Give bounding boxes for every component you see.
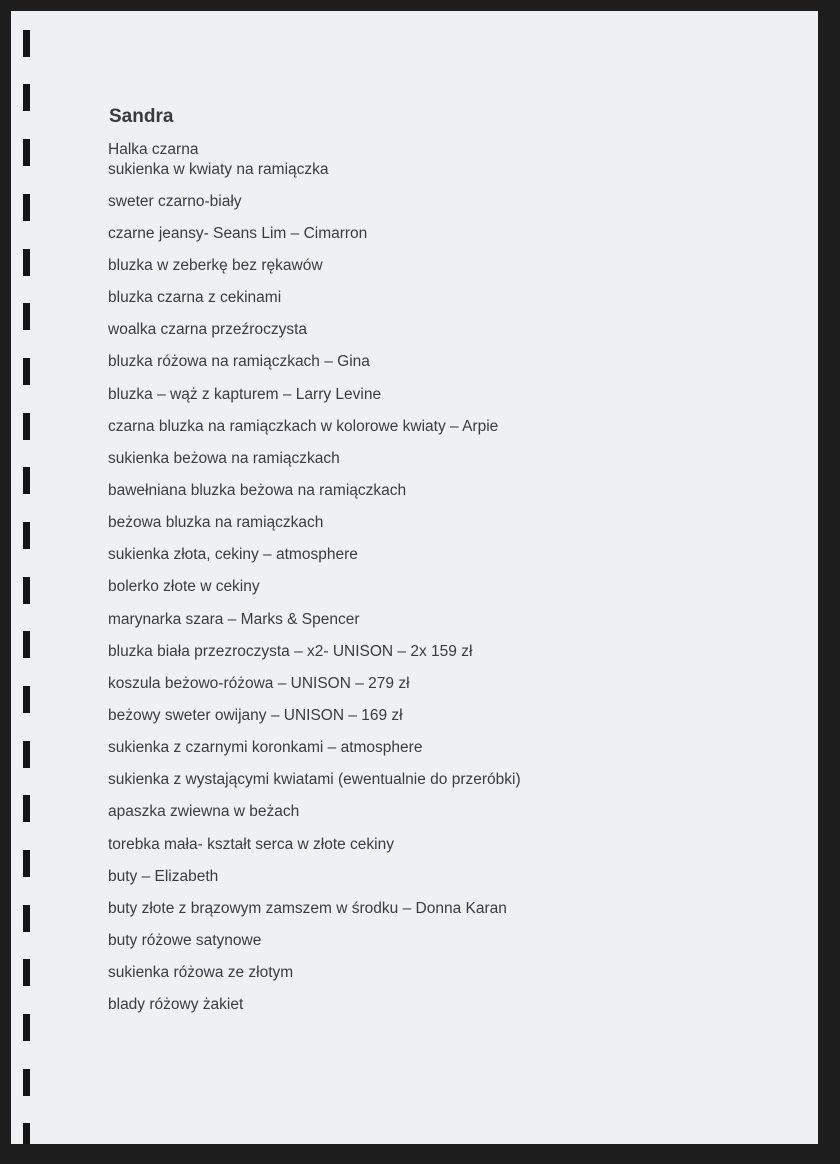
list-item: buty złote z brązowym zamszem w środku – Donna Karan (108, 900, 507, 917)
list-item: bluzka – wąż z kapturem – Larry Levine (108, 386, 382, 403)
binding-hole (23, 1123, 30, 1144)
list-item: bluzka biała przezroczysta – x2- UNISON – 2x 159 zł (108, 643, 473, 660)
list-item: koszula beżowo-różowa – UNISON – 279 zł (108, 675, 410, 692)
list-item: bluzka w zeberkę bez rękawów (108, 257, 323, 274)
list-item: sukienka złota, cekiny – atmosphere (108, 546, 358, 563)
list-item: bawełniana bluzka beżowa na ramiączkach (108, 482, 407, 499)
list-item: beżowy sweter owijany – UNISON – 169 zł (108, 707, 403, 724)
binding-hole (23, 522, 30, 549)
binding-holes (23, 11, 35, 1144)
binding-hole (23, 795, 30, 822)
binding-hole (23, 413, 30, 440)
binding-hole (23, 850, 30, 877)
list-item: sukienka różowa ze złotym (108, 964, 294, 981)
list-item: buty – Elizabeth (108, 868, 219, 885)
binding-hole (23, 30, 30, 57)
binding-hole (23, 1069, 30, 1096)
binding-hole (23, 959, 30, 986)
list-item: sweter czarno-biały (108, 193, 242, 210)
list-item: bluzka różowa na ramiączkach – Gina (108, 353, 370, 370)
document-title: Sandra (109, 106, 174, 127)
binding-hole (23, 194, 30, 221)
list-item: bolerko złote w cekiny (108, 578, 260, 595)
binding-hole (23, 84, 30, 111)
binding-hole (23, 1014, 30, 1041)
list-item: sukienka w kwiaty na ramiączka (108, 161, 329, 178)
binding-hole (23, 631, 30, 658)
list-item: czarne jeansy- Seans Lim – Cimarron (108, 225, 368, 242)
binding-hole (23, 139, 30, 166)
binding-hole (23, 577, 30, 604)
list-item: marynarka szara – Marks & Spencer (108, 611, 360, 628)
list-item: torebka mała- kształt serca w złote cekiny (108, 836, 394, 853)
binding-hole (23, 303, 30, 330)
list-item: bluzka czarna z cekinami (108, 289, 282, 306)
list-item: blady różowy żakiet (108, 996, 244, 1013)
list-item: sukienka z wystającymi kwiatami (ewentualnie do przeróbki) (108, 771, 521, 788)
list-item: sukienka z czarnymi koronkami – atmosphere (108, 739, 423, 756)
list-item: Halka czarna (108, 141, 199, 158)
list-item: woalka czarna przeźroczysta (108, 321, 307, 338)
list-item: beżowa bluzka na ramiączkach (108, 514, 324, 531)
binding-hole (23, 249, 30, 276)
list-item: apaszka zwiewna w beżach (108, 803, 300, 820)
list-item: czarna bluzka na ramiączkach w kolorowe kwiaty – Arpie (108, 418, 499, 435)
list-item: buty różowe satynowe (108, 932, 262, 949)
list-item: sukienka beżowa na ramiączkach (108, 450, 340, 467)
document-page (11, 11, 818, 1144)
binding-hole (23, 358, 30, 385)
binding-hole (23, 686, 30, 713)
binding-hole (23, 741, 30, 768)
binding-hole (23, 467, 30, 494)
binding-hole (23, 905, 30, 932)
